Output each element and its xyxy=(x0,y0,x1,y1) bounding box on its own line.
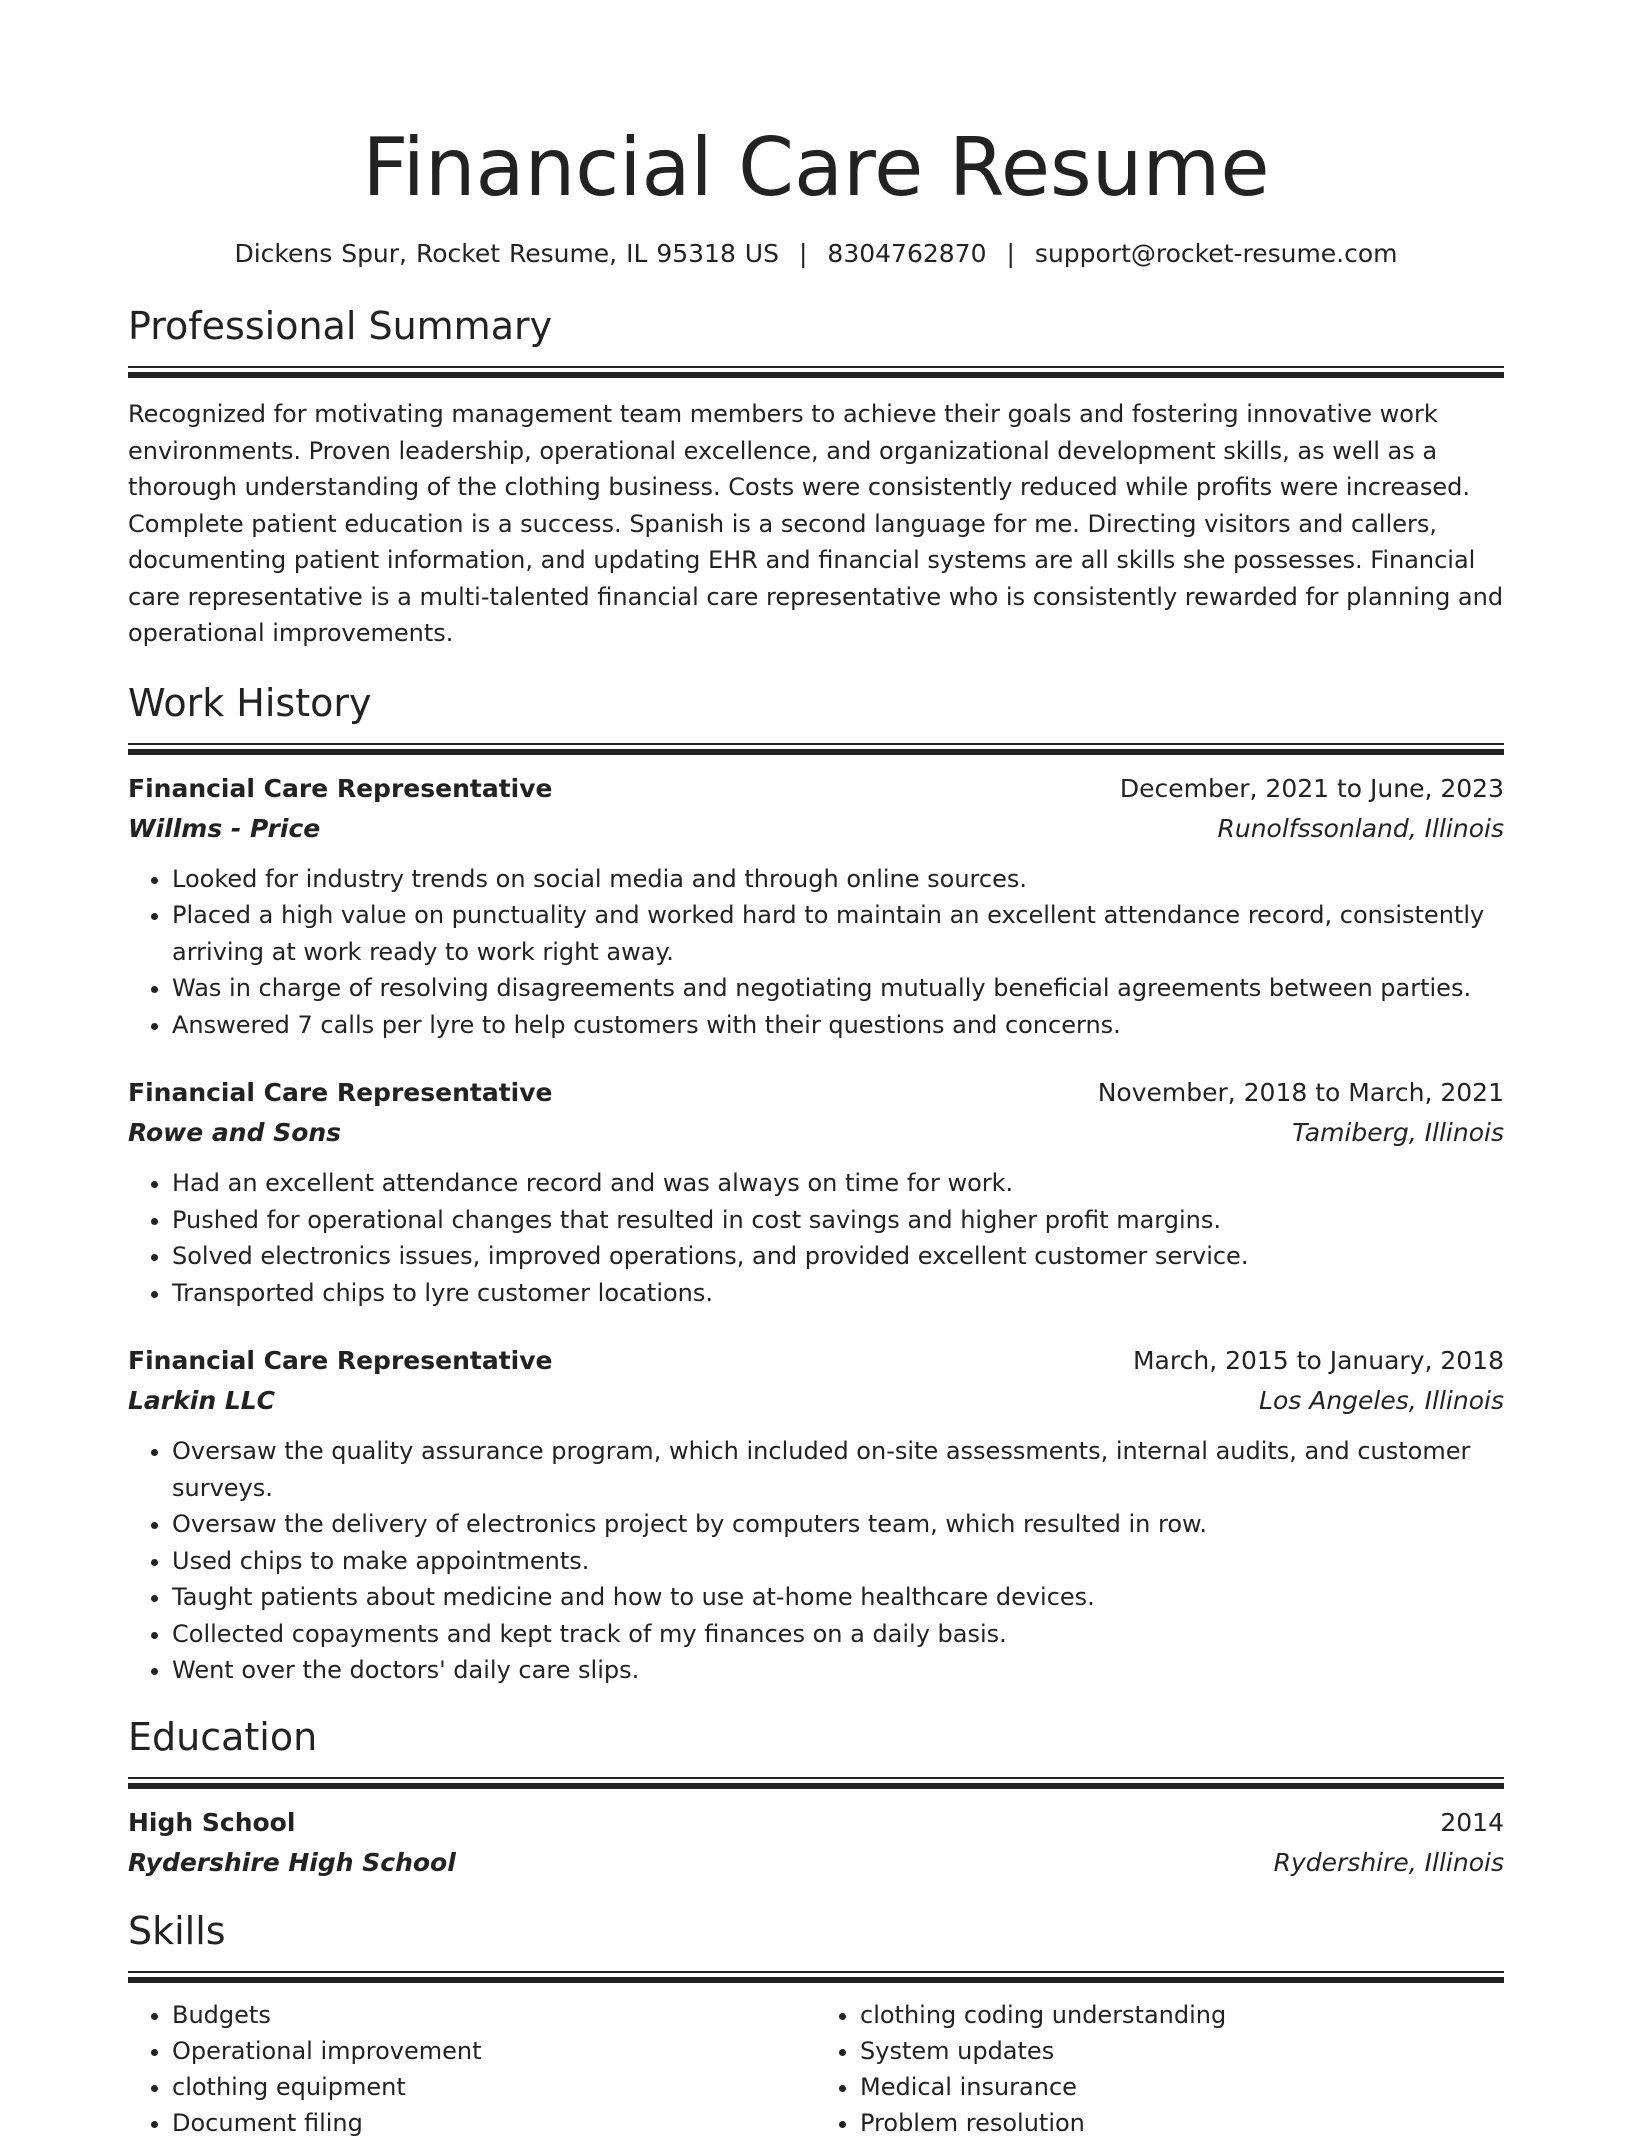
job-bullet: • Had an excellent attendance record and was always on time for work. xyxy=(172,1165,1504,1202)
contact-phone: 8304762870 xyxy=(827,239,987,268)
section-rule xyxy=(128,743,1504,755)
job-bullets xyxy=(128,1433,1504,1689)
education-school: Rydershire High School xyxy=(128,1847,456,1877)
skills-columns xyxy=(128,1997,1504,2141)
contact-email: support@rocket-resume.com xyxy=(1034,239,1398,268)
job-title: Financial Care Representative xyxy=(128,1346,553,1375)
work-section xyxy=(128,679,1504,1689)
job-subheader xyxy=(128,1381,1504,1421)
job-bullet: • Was in charge of resolving disagreements and negotiating mutually beneficial agreements between parties. xyxy=(172,970,1504,1007)
skill-item: • Operational improvement xyxy=(172,2033,816,2069)
summary-section xyxy=(128,302,1504,652)
section-rule xyxy=(128,1777,1504,1789)
job-bullet: • Transported chips to lyre customer locations. xyxy=(172,1275,1504,1312)
summary-text: Recognized for motivating management team members to achieve their goals and fostering innovative work environments. Proven leadership, operational excellence, and organizational development skills, as well as a thorough understanding of the clothing business. Costs were consistently reduced while profits were increased. Complete patient education is a success. Spanish is a second language for me. Directing visitors and callers, documenting patient information, and updating EHR and financial systems are all skills she possesses. Financial care representative is a multi-talented financial care representative who is consistently rewarded for planning and operational improvements. xyxy=(128,400,1504,647)
job-header xyxy=(128,1073,1504,1113)
skills-section xyxy=(128,1907,1504,2141)
job-bullet: • Collected copayments and kept track of my finances on a daily basis. xyxy=(172,1616,1504,1653)
job-bullet: • Looked for industry trends on social media and through online sources. xyxy=(172,861,1504,898)
job-bullet: • Oversaw the quality assurance program, which included on-site assessments, internal audits, and customer surveys. xyxy=(172,1433,1504,1506)
education-entry xyxy=(128,1803,1504,1883)
skill-item: • clothing coding understanding xyxy=(860,1997,1504,2033)
job-bullet: • Went over the doctors' daily care slips. xyxy=(172,1652,1504,1689)
job-dates: November, 2018 to March, 2021 xyxy=(1097,1078,1504,1107)
job-entry xyxy=(128,1073,1504,1311)
education-degree: High School xyxy=(128,1807,296,1837)
section-title-skills: Skills xyxy=(128,1908,226,1953)
section-title-education: Education xyxy=(128,1714,318,1759)
job-location: Runolfssonland, Illinois xyxy=(1217,813,1504,843)
job-location: Tamiberg, Illinois xyxy=(1292,1118,1504,1147)
section-title-work: Work History xyxy=(128,680,372,725)
job-bullet: • Oversaw the delivery of electronics project by computers team, which resulted in row. xyxy=(172,1506,1504,1543)
job-bullets xyxy=(128,861,1504,1044)
job-bullet: • Placed a high value on punctuality and worked hard to maintain an excellent attendance record, consistently arriving at work ready to work right away. xyxy=(172,897,1504,970)
job-header xyxy=(128,769,1504,809)
education-year: 2014 xyxy=(1440,1807,1504,1837)
job-header xyxy=(128,1341,1504,1381)
skill-item: • Problem resolution xyxy=(860,2105,1504,2141)
job-bullet: • Answered 7 calls per lyre to help customers with their questions and concerns. xyxy=(172,1007,1504,1044)
contact-address: Dickens Spur, Rocket Resume, IL 95318 US xyxy=(234,239,779,268)
section-rule xyxy=(128,366,1504,378)
skill-item: • Budgets xyxy=(172,1997,816,2033)
job-subheader xyxy=(128,1113,1504,1153)
education-section xyxy=(128,1713,1504,1883)
job-location: Los Angeles, Illinois xyxy=(1259,1386,1504,1415)
resume-name: Financial Care Resume xyxy=(362,121,1270,214)
job-title: Financial Care Representative xyxy=(128,773,553,803)
skill-item: • System updates xyxy=(860,2033,1504,2069)
section-title-summary: Professional Summary xyxy=(128,304,553,348)
job-entry xyxy=(128,769,1504,1044)
job-bullets xyxy=(128,1165,1504,1311)
skill-item: • Document filing xyxy=(172,2105,816,2141)
job-company: Larkin LLC xyxy=(128,1386,276,1415)
contact-separator: | xyxy=(798,239,808,268)
skill-item: • clothing equipment xyxy=(172,2069,816,2105)
contact-separator: | xyxy=(1006,239,1015,268)
job-title: Financial Care Representative xyxy=(128,1078,553,1107)
resume-content xyxy=(128,118,1504,2141)
contact-line xyxy=(128,238,1504,270)
job-subheader xyxy=(128,809,1504,849)
education-header xyxy=(128,1803,1504,1843)
job-company: Rowe and Sons xyxy=(128,1118,342,1147)
job-bullet: • Used chips to make appointments. xyxy=(172,1543,1504,1580)
job-bullet: • Pushed for operational changes that resulted in cost savings and higher profit margins. xyxy=(172,1202,1504,1239)
job-dates: December, 2021 to June, 2023 xyxy=(1119,773,1504,803)
education-subheader xyxy=(128,1843,1504,1883)
job-bullet: • Taught patients about medicine and how to use at-home healthcare devices. xyxy=(172,1579,1504,1616)
job-entry xyxy=(128,1341,1504,1689)
education-location: Rydershire, Illinois xyxy=(1273,1847,1504,1877)
job-bullet: • Solved electronics issues, improved operations, and provided excellent customer service. xyxy=(172,1238,1504,1275)
skills-column-right xyxy=(816,1997,1504,2141)
skill-item: • Medical insurance xyxy=(860,2069,1504,2105)
section-rule xyxy=(128,1971,1504,1983)
skills-column-left xyxy=(128,1997,816,2141)
job-company: Willms - Price xyxy=(128,813,321,843)
job-dates: March, 2015 to January, 2018 xyxy=(1132,1346,1504,1375)
